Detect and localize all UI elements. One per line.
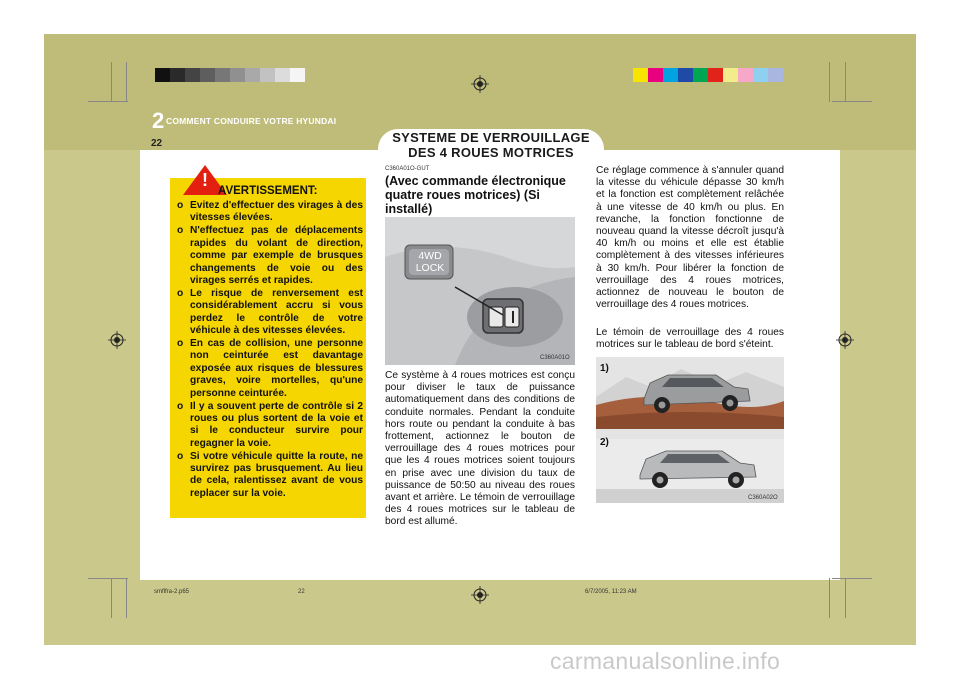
- watermark: carmanualsonline.info: [550, 648, 781, 674]
- figure-code: C360A02O: [748, 495, 778, 501]
- crop-mark: [829, 62, 830, 102]
- color-swatch: [275, 68, 290, 82]
- 4wd-lock-label: 4WD LOCK: [415, 250, 445, 274]
- bullet: o: [177, 225, 184, 237]
- grey-calibration-bar: [155, 68, 305, 82]
- crop-mark: [832, 101, 872, 102]
- warning-list: [177, 200, 363, 501]
- color-swatch: [215, 68, 230, 82]
- color-swatch: [693, 68, 708, 82]
- footer-date: 6/7/2005, 11:23 AM: [585, 589, 637, 595]
- crop-mark: [832, 578, 872, 579]
- section-title-line2: DES 4 ROUES MOTRICES: [408, 145, 574, 160]
- color-swatch: [245, 68, 260, 82]
- color-calibration-bar: [633, 68, 783, 82]
- bullet: o: [177, 287, 184, 299]
- section-code: C360A01O-GUT: [385, 166, 430, 172]
- crop-mark: [126, 578, 127, 618]
- warning-item: o Le risque de renversement est considérablement accru si vous perdez le contrôle de votre véhicule à des vitesses élevées.: [177, 287, 363, 337]
- footer-page: 22: [298, 589, 305, 595]
- warning-title: AVERTISSEMENT:: [218, 185, 318, 197]
- color-swatch: [648, 68, 663, 82]
- crop-mark: [111, 578, 112, 618]
- warning-item: o Il y a souvent perte de contrôle si 2 roues ou plus sortent de la voie et si le conducteur survire pour regagner la voie.: [177, 400, 363, 449]
- warning-item: o N'effectuez pas de déplacements rapides du volant de direction, comme par exemple de brusques changements de voie ou des virages serrés et rapides.: [177, 225, 363, 286]
- body-paragraph: Ce réglage commence à s'annuler quand la vitesse du véhicule dépasse 30 km/h et la fonction est complètement relâchée à une vitesse de 40 km/h ou plus. En revanche, la fonction fonctionne de nouveau quand la vitesse décroît jusqu'à 40 km/h ou moins et elle est établie complètement à des vitesses inférieures à 30 km/h. Pour libérer la fonction de verrouillage des 4 roues motrices, actionnez de nouveau le bouton de verrouillage des 4 roues motrices.: [596, 165, 784, 311]
- warning-item: o Si votre véhicule quitte la route, ne survirez pas brusquement. Au lieu de cela, ralentissez avant de vous replacer sur la voie.: [177, 450, 363, 499]
- crop-mark: [829, 578, 830, 618]
- warning-item: o Evitez d'effectuer des virages à des vitesses élevées.: [177, 200, 363, 224]
- chapter-number: 2: [152, 108, 165, 133]
- color-swatch: [663, 68, 678, 82]
- bullet: o: [177, 400, 184, 412]
- section-title: [378, 130, 604, 160]
- footer-file: smflfra-2.p65: [154, 589, 190, 595]
- crop-mark: [111, 62, 112, 102]
- body-paragraph: Le témoin de verrouillage des 4 roues motrices sur le tableau de bord s'éteint.: [596, 327, 784, 351]
- color-swatch: [260, 68, 275, 82]
- body-paragraph: Ce système à 4 roues motrices est conçu pour diviser le taux de puissance automatiquement dans des conditions de conduite normales. Pendant la conduite hors route ou pendant la conduite à bas frottement, actionnez le bouton de verrouillage des 4 roues motrices pour que les 4 roues motrices soient toujours en prise avec une division du taux de puissance de 50:50 au niveau des roues avant et arrière. Le témoin de verrouillage des 4 roues motrices sur le tableau de bord est allumé.: [385, 370, 575, 528]
- color-swatch: [768, 68, 783, 82]
- color-swatch: [708, 68, 723, 82]
- figure-label-1: 1): [600, 363, 609, 374]
- bullet: o: [177, 450, 184, 462]
- bullet: o: [177, 337, 184, 349]
- registration-mark-icon: [471, 586, 489, 604]
- color-swatch: [738, 68, 753, 82]
- registration-mark-icon: [108, 331, 126, 349]
- figure-label-2: 2): [600, 437, 609, 448]
- color-swatch: [185, 68, 200, 82]
- color-swatch: [200, 68, 215, 82]
- bullet: o: [177, 200, 184, 211]
- crop-mark: [845, 578, 846, 618]
- color-swatch: [170, 68, 185, 82]
- registration-mark-icon: [471, 75, 489, 93]
- subheading: (Avec commande électronique quatre roues motrices) (Si installé): [385, 174, 566, 216]
- crop-mark: [126, 62, 127, 102]
- color-swatch: [633, 68, 648, 82]
- color-swatch: [753, 68, 768, 82]
- color-swatch: [230, 68, 245, 82]
- warning-item: o En cas de collision, une personne non ceinturée est davantage exposée aux risques de blessures graves, voire mortelles, qu'une personne ceinturée.: [177, 337, 363, 399]
- section-title-line1: SYSTEME DE VERROUILLAGE: [392, 130, 590, 145]
- figure-4wd-lock-switch: [385, 217, 575, 365]
- dashboard-illustration-icon: [385, 217, 575, 365]
- color-swatch: [290, 68, 305, 82]
- crop-mark: [845, 62, 846, 102]
- registration-mark-icon: [836, 331, 854, 349]
- crop-mark: [88, 101, 128, 102]
- chapter-title: COMMENT CONDUIRE VOTRE HYUNDAI: [166, 116, 337, 126]
- vehicle-illustration-icon: [596, 357, 784, 503]
- color-swatch: [678, 68, 693, 82]
- color-swatch: [723, 68, 738, 82]
- page-number: 22: [151, 138, 163, 149]
- warning-exclamation: !: [202, 170, 208, 190]
- color-swatch: [155, 68, 170, 82]
- figure-vehicle-modes: [596, 357, 784, 503]
- crop-mark: [88, 578, 128, 579]
- figure-code: C360A01O: [540, 355, 570, 361]
